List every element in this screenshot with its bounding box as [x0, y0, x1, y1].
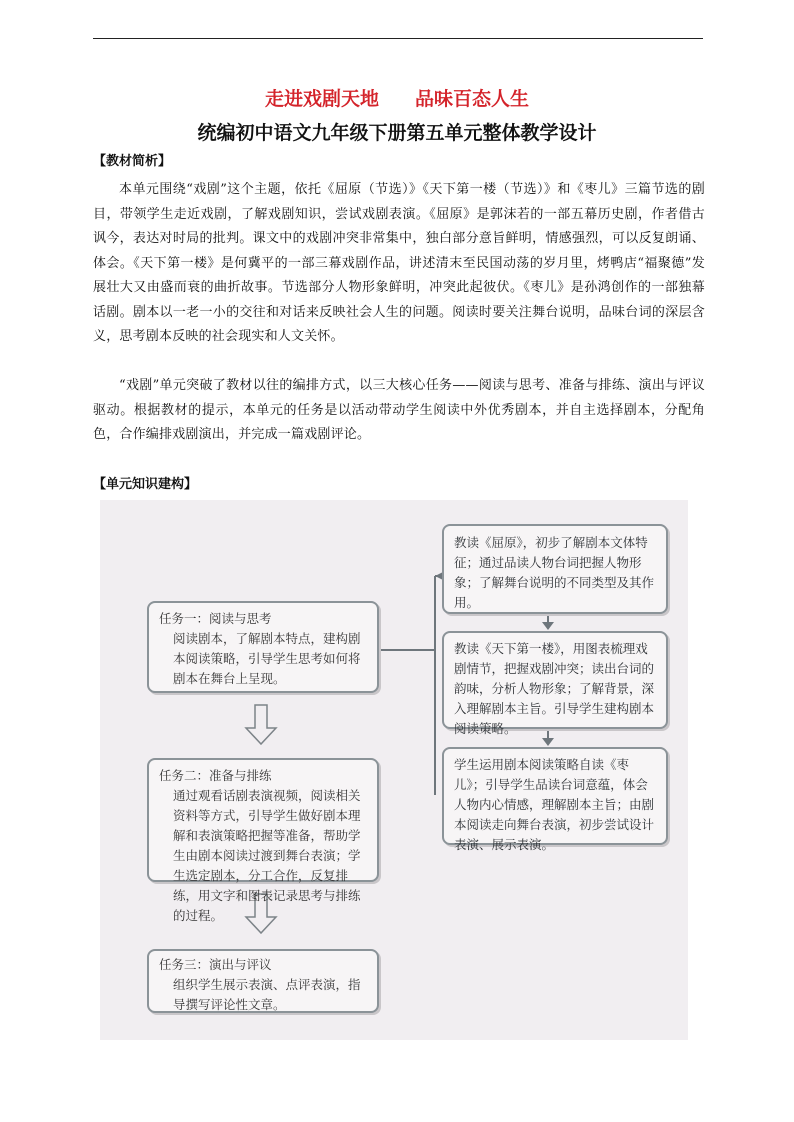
task3-title: 任务三：演出与评议 — [159, 957, 272, 972]
down-arrow-1 — [246, 705, 276, 744]
right-box-1-text: 教读《屈原》，初步了解剧本文体特征；通过品读人物台词把握人物形象；了解舞台说明的不同类型及其作用。 — [454, 535, 655, 610]
task2-body: 通过观看话剧表演视频，阅读相关资料等方式，引导学生做好剧本理解和表演策略把握等准备，帮助学生由剧本阅读过渡到舞台表演；学生选定剧本，分工合作，反复排练，用文字和图表记录思考与排练的过程。 — [173, 788, 361, 923]
right-box-2 — [442, 631, 668, 736]
task1-box — [147, 601, 379, 693]
unit-knowledge-diagram — [100, 500, 688, 1040]
main-title — [0, 84, 794, 111]
analysis-paragraph-2: “戏剧”单元突破了教材以往的编排方式，以三大核心任务——阅读与思考、准备与排练、演出与评议驱动。根据教材的提示，本单元的任务是以活动带动学生阅读中外优秀剧本，并自主选择剧本，分配角色，合作编排戏剧演出，并完成一篇戏剧评论。 — [93, 378, 705, 442]
sub-title: 统编初中语文九年级下册第五单元整体教学设计 — [197, 122, 597, 144]
right-box-3 — [442, 747, 668, 852]
task2-box — [147, 758, 379, 923]
right-box-1 — [442, 524, 668, 614]
analysis-paragraph-1: 本单元围绕“戏剧”这个主题，依托《屈原（节选）》《天下第一楼（节选）》和《枣儿》三篇节选的剧目，带领学生走近戏剧，了解戏剧知识，尝试戏剧表演。《屈原》是郭沫若的一部五幕历史剧，作者借古讽今，表达对时局的批判。课文中的戏剧冲突非常集中，独白部分意旨鲜明，情感强烈，可以反复朗诵、体会。《天下第一楼》是何冀平的一部三幕戏剧作品，讲述清末至民国动荡的岁月里，烤鸭店“福聚德”发展壮大又由盛而衰的曲折故事。节选部分人物形象鲜明，冲突此起彼伏。《枣儿》是孙鸿创作的一部独幕话剧。剧本以一老一小的交往和对话来反映社会人生的问题。阅读时要关注舞台说明，品味台词的深层含义，思考剧本反映的社会现实和人文关怀。 — [93, 182, 705, 344]
arrow-right2-to-right3 — [542, 738, 554, 746]
main-title-part-a: 走进戏剧天地 — [264, 88, 379, 110]
analysis-heading: 【教材简析】 — [93, 154, 172, 169]
task2-title: 任务二：准备与排练 — [159, 768, 272, 783]
arrow-right1-to-right2 — [542, 622, 554, 630]
task3-body: 组织学生展示表演、点评表演，指导撰写评论性文章。 — [173, 977, 361, 1012]
main-title-part-b: 品味百态人生 — [415, 88, 530, 110]
task1-title: 任务一：阅读与思考 — [159, 611, 272, 626]
structure-heading: 【单元知识建构】 — [93, 477, 198, 492]
task1-body: 阅读剧本，了解剧本特点，建构剧本阅读策略，引导学生思考如何将剧本在舞台上呈现。 — [173, 631, 361, 686]
right-box-2-text: 教读《天下第一楼》，用图表梳理戏剧情节，把握戏剧冲突；读出台词的韵味，分析人物形象；了解背景，深入理解剧本主旨。引导学生建构剧本阅读策略。 — [454, 641, 655, 736]
right-box-3-text: 学生运用剧本阅读策略自读《枣儿》；引导学生品读台词意蕴，体会人物内心情感，理解剧本主旨；由剧本阅读走向舞台表演，初步尝试设计表演、展示表演。 — [454, 757, 655, 852]
task3-box — [147, 949, 379, 1013]
top-rule — [93, 38, 703, 39]
